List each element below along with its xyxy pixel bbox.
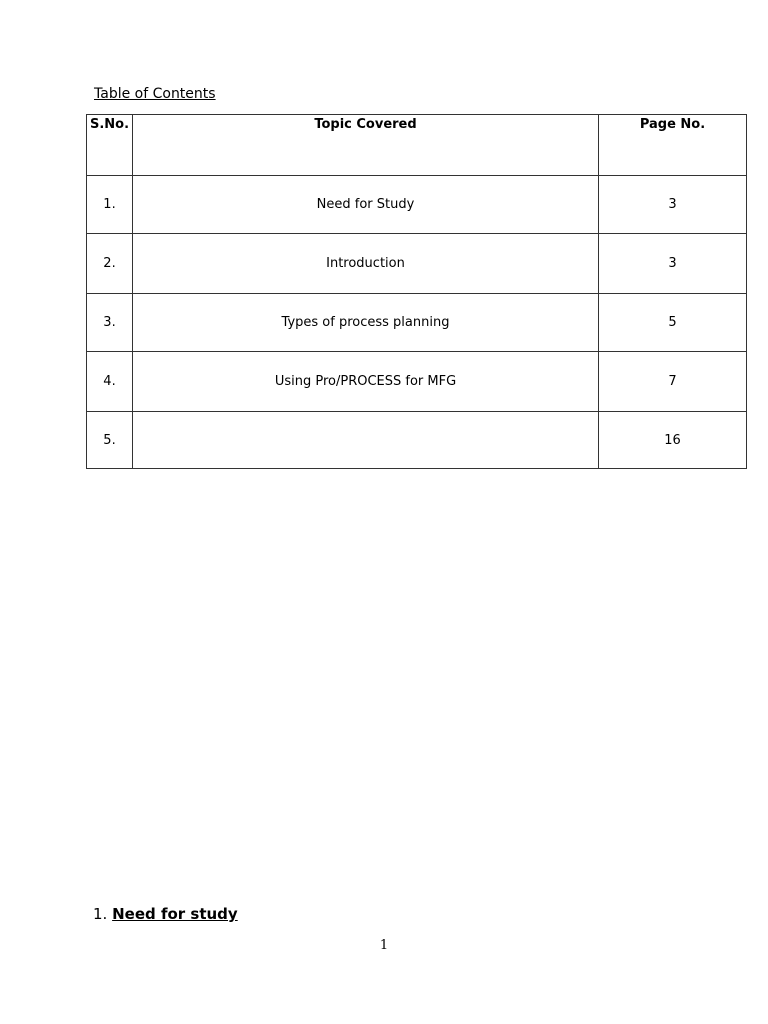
row-sno: 2. [87, 234, 133, 294]
row-topic [133, 412, 599, 469]
row-sno: 3. [87, 294, 133, 352]
table-row [87, 352, 747, 412]
page-number: 1 [379, 938, 389, 953]
section-heading [93, 905, 238, 923]
table-row [87, 412, 747, 469]
row-page: 7 [599, 352, 747, 412]
row-topic: Types of process planning [133, 294, 599, 352]
toc-table [86, 114, 747, 469]
row-sno: 1. [87, 176, 133, 234]
row-topic: Need for Study [133, 176, 599, 234]
section-title: Need for study [112, 905, 238, 923]
row-page: 3 [599, 176, 747, 234]
table-row [87, 176, 747, 234]
row-page: 3 [599, 234, 747, 294]
header-topic: Topic Covered [133, 115, 599, 176]
table-header-row [87, 115, 747, 176]
toc-title: Table of Contents [94, 86, 216, 102]
row-sno: 5. [87, 412, 133, 469]
row-topic: Using Pro/PROCESS for MFG [133, 352, 599, 412]
section-number: 1. [93, 905, 108, 923]
row-page: 16 [599, 412, 747, 469]
row-sno: 4. [87, 352, 133, 412]
table-row [87, 294, 747, 352]
header-page: Page No. [599, 115, 747, 176]
table-row [87, 234, 747, 294]
header-sno: S.No. [87, 115, 133, 176]
row-page: 5 [599, 294, 747, 352]
row-topic: Introduction [133, 234, 599, 294]
